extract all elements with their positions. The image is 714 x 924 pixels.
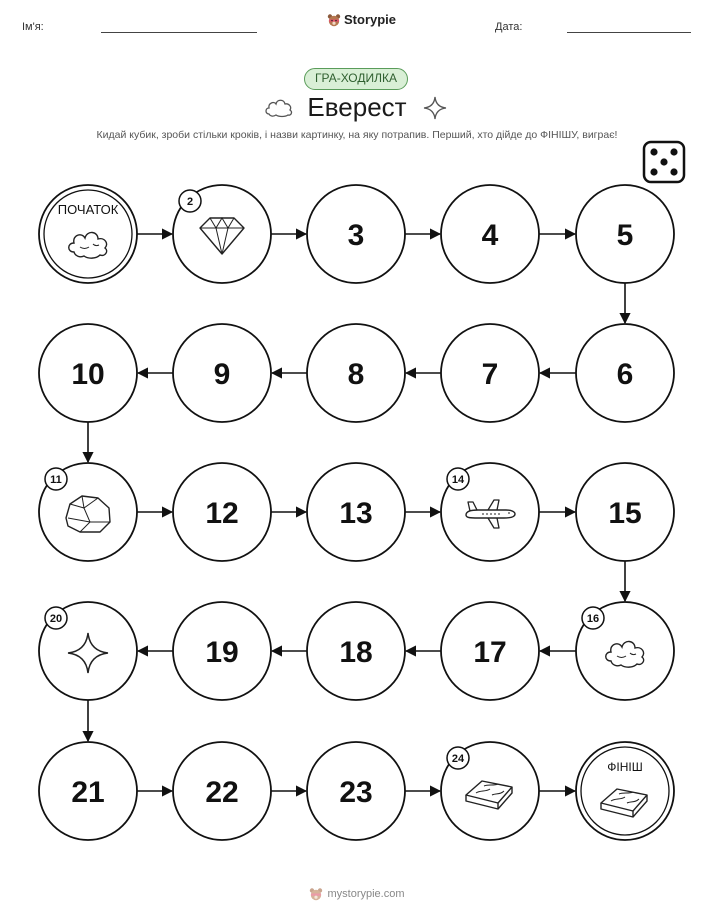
cell-number: 14	[451, 474, 465, 486]
cell-number: 16	[586, 613, 600, 625]
board-cell-11	[39, 463, 137, 561]
date-label: Дата:	[495, 21, 523, 33]
cell-number: 17	[473, 636, 507, 669]
page-title: Еверест	[307, 92, 407, 122]
cell-number: 15	[608, 497, 642, 530]
board-cell-8	[307, 324, 405, 422]
board-cell-7	[441, 324, 539, 422]
board-cell-24	[441, 742, 539, 840]
board-cell-15	[576, 463, 674, 561]
board-cell-23	[307, 742, 405, 840]
board-cell-14	[441, 463, 539, 561]
cell-number: 12	[205, 497, 239, 530]
board-cell-12	[173, 463, 271, 561]
cell-number: 18	[339, 636, 373, 669]
cell-number: 20	[49, 613, 63, 625]
board-cell-13	[307, 463, 405, 561]
board-cell-16	[576, 602, 674, 700]
cell-number: 6	[616, 358, 634, 391]
board-cell-17	[441, 602, 539, 700]
game-type-badge: ГРА-ХОДИЛКА	[304, 68, 408, 90]
board-cell-6	[576, 324, 674, 422]
cell-number: 11	[50, 474, 62, 486]
cell-number: 8	[347, 358, 365, 391]
cell-number: 7	[481, 358, 499, 391]
board-cell-5	[576, 185, 674, 283]
cell-number: 9	[213, 358, 231, 391]
cell-number: 2	[186, 196, 194, 208]
cell-number: 21	[71, 776, 105, 809]
board-cell-1	[39, 185, 137, 283]
board-cell-20	[39, 602, 137, 700]
cell-number: 4	[481, 219, 499, 252]
board-cell-10	[39, 324, 137, 422]
board-cell-21	[39, 742, 137, 840]
bear-face-icon	[309, 887, 323, 901]
cell-number: 10	[71, 358, 105, 391]
board-cell-19	[173, 602, 271, 700]
board-cell-18	[307, 602, 405, 700]
instructions: Кидай кубик, зроби стільки кроків, і назви картинку, на яку потрапив. Перший, хто дійде до ФІНІШУ, виграє!	[96, 129, 618, 141]
cell-number: 13	[339, 497, 373, 530]
board-cell-3	[307, 185, 405, 283]
cell-number: 22	[205, 776, 239, 809]
board-cell-22	[173, 742, 271, 840]
board-cell-2	[173, 185, 271, 283]
cell-number: 3	[347, 219, 365, 252]
board-cell-4	[441, 185, 539, 283]
cell-number: 24	[451, 753, 465, 765]
name-label: Ім'я:	[22, 21, 44, 33]
board-cell-9	[173, 324, 271, 422]
board-cell-25	[576, 742, 674, 840]
cell-number: 19	[205, 636, 239, 669]
start-label: ПОЧАТОК	[57, 202, 119, 217]
footer	[0, 887, 714, 901]
cell-number: 23	[339, 776, 373, 809]
finish-label: ФІНІШ	[607, 760, 643, 774]
brand-name: Storypie	[344, 12, 397, 27]
footer-url[interactable]: mystorypie.com	[327, 888, 405, 900]
cell-number: 5	[616, 219, 634, 252]
